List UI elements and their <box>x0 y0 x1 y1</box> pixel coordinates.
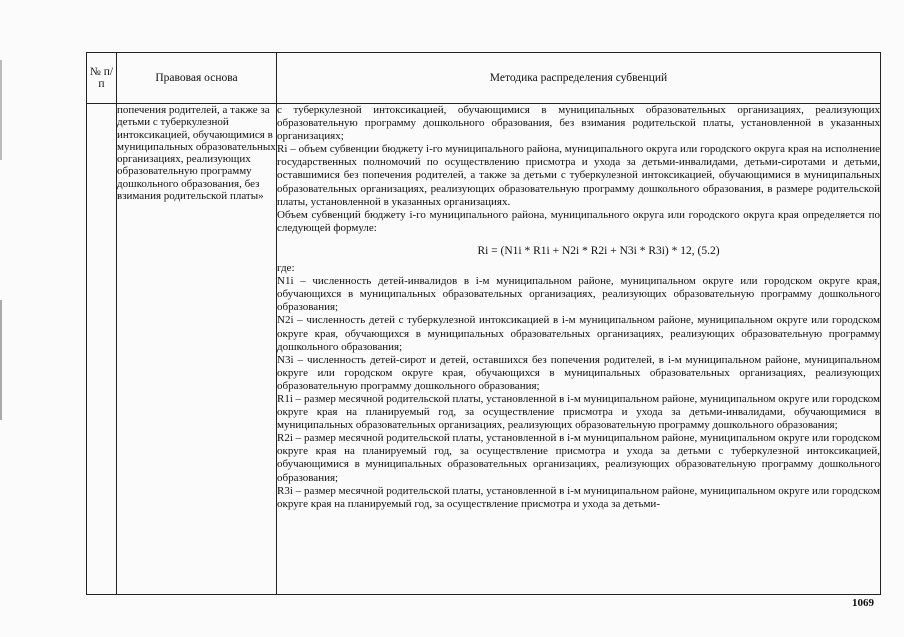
method-paragraph: Ri – объем субвенции бюджету i-го муниципального района, муниципального округа или городского округа края на исполнение государственных полномочий по осуществлению присмотра и ухода за детьми-инвалидами, детьми-сиротами и детьми, оставшимися без попечения родителей, а также за детьми с туберкулезной интоксикацией, обучающимися в муниципальных образовательных организациях, реализующих образовательную программу дошкольного образования, в размере родительской платы, установленной в указанных организациях. <box>277 143 880 208</box>
cell-method <box>277 104 881 595</box>
method-paragraph: R2i – размер месячной родительской платы, установленной в i-м муниципальном районе, муниципальном округе или городском округе края на планируемый год, за осуществление присмотра и ухода за детьми с туберкулезной интоксикацией, обучающимися в муниципальных образовательных организациях, реализующих образовательную программу дошкольного образования; <box>277 432 880 484</box>
header-number: № п/п <box>87 53 117 104</box>
header-legal-basis: Правовая основа <box>117 53 277 104</box>
table-header-row <box>87 53 881 104</box>
method-paragraph: R3i – размер месячной родительской платы, установленной в i-м муниципальном районе, муниципальном округе или городском округе края на планируемый год, за осуществление присмотра и ухода за детьми- <box>277 484 880 510</box>
page-number: 1069 <box>852 597 874 609</box>
method-paragraph: R1i – размер месячной родительской платы, установленной в i-м муниципальном районе, муниципальном округе или городском округе края на планируемый год, за осуществление присмотра и ухода за детьми-инвалидами, обучающимися в муниципальных образовательных организациях, реализующих образовательную программу дошкольного образования; <box>277 392 880 432</box>
method-paragraph: Объем субвенций бюджету i-го муниципального района, муниципального округа или городского округа края определяется по следующей формуле: <box>277 208 880 234</box>
method-paragraph: N2i – численность детей с туберкулезной интоксикацией в i-м муниципальном районе, муниципальном округе или городском округе края, обучающихся в муниципальных образовательных организациях, реализующих образовательную программу дошкольного образования; <box>277 314 880 353</box>
table-row <box>87 104 881 595</box>
formula: Ri = (N1i * R1i + N2i * R2i + N3i * R3i) * 12, (5.2) <box>477 244 720 257</box>
header-method: Методика распределения субвенций <box>277 53 881 104</box>
scan-edge-mark <box>0 0 2 637</box>
method-paragraph: N1i – численность детей-инвалидов в i-м муниципальном районе, муниципальном округе или городском округе края, обучающихся в муниципальных образовательных организациях, реализующих образовательную программу дошкольного образования; <box>277 275 880 314</box>
cell-legal-basis: попечения родителей, а также за детьми с туберкулезной интоксикацией, обучающимися в муниципальных образовательных организациях, реализующих образовательную программу дошкольного образования, без взимания родительской платы» <box>117 104 277 595</box>
subsidy-table <box>86 52 881 595</box>
cell-number <box>87 104 117 595</box>
method-paragraph: N3i – численность детей-сирот и детей, оставшихся без попечения родителей, в i-м муниципальном районе, муниципальном округе или городском округе края, обучающихся в муниципальных образовательных организациях, реализующих образовательную программу дошкольного образования; <box>277 353 880 392</box>
method-paragraph: с туберкулезной интоксикацией, обучающимися в муниципальных образовательных организациях, реализующих образовательную программу дошкольного образования, без взимания родительской платы, установленной в указанных организациях; <box>277 104 880 143</box>
method-where: где: <box>277 262 295 275</box>
